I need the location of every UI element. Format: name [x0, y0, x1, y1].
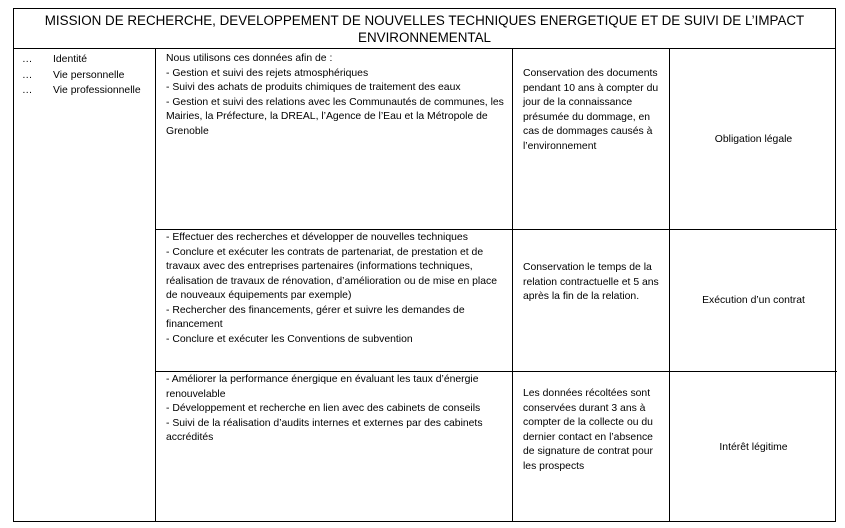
- row-divider: [155, 229, 837, 230]
- ellipsis-bullet: …: [22, 85, 34, 96]
- category-identite: Identité: [53, 54, 88, 65]
- legal-basis-cell: Intérêt légitime: [719, 442, 788, 453]
- category-vie-personnelle: Vie personnelle: [53, 69, 125, 81]
- legal-basis-cell: Obligation légale: [714, 134, 793, 145]
- purposes-cell: - Effectuer des recherches et développer de nouvelles techniques - Conclure et exécuter les contrats de partenariat, de prestation et de travaux avec des entreprises partenaires (informations techniques, réalisation de travaux de rénovation, d’amélioration ou de mise en place de nouveaux équipements par exemple) - Rechercher des financements, gérer et suivre les demandes de financement - Conclure et exécuter les Conventions de subvention: [166, 232, 497, 345]
- retention-cell: Conservation le temps de la relation contractuelle et 5 ans après la fin de la relation.: [523, 262, 659, 302]
- row-divider: [155, 371, 837, 372]
- list-item: [22, 83, 141, 99]
- retention-cell: Conservation des documents pendant 10 ans à compter du jour de la connaissance présumée du dommage, en cas de dommages causés à l’environnement: [523, 68, 659, 152]
- table-title: MISSION DE RECHERCHE, DEVELOPPEMENT DE NOUVELLES TECHNIQUES ENERGETIQUE ET DE SUIVI DE L’IMPACT ENVIRONNEMENTAL: [14, 9, 835, 49]
- column-divider: [512, 49, 513, 522]
- purposes-cell: - Améliorer la performance énergique en évaluant les taux d’énergie renouvelable - Développement et recherche en lien avec des cabinets de conseils - Suivi de la réalisation d’audits internes et externes par des cabinets accrédités: [166, 374, 483, 443]
- purposes-cell: Nous utilisons ces données afin de : - Gestion et suivi des rejets atmosphériques - Suivi des achats de produits chimiques de traitement des eaux - Gestion et suivi des relations avec les Communautés de communes, les Mairies, la Préfecture, la DREAL, l’Agence de l’Eau et la Métropole de Grenoble: [166, 53, 504, 137]
- data-categories-list: [22, 52, 141, 99]
- data-processing-table: [13, 8, 836, 522]
- legal-basis-cell: Exécution d’un contrat: [702, 295, 805, 306]
- ellipsis-bullet: …: [22, 54, 34, 65]
- column-divider: [155, 49, 156, 522]
- category-vie-professionnelle: Vie professionnelle: [53, 85, 141, 96]
- list-item: [22, 68, 141, 84]
- list-item: [22, 52, 141, 68]
- ellipsis-bullet: …: [22, 69, 34, 81]
- retention-cell: Les données récoltées sont conservées durant 3 ans à compter de la collecte ou du dernier contact en l’absence de signature de contrat pour les prospects: [523, 388, 653, 472]
